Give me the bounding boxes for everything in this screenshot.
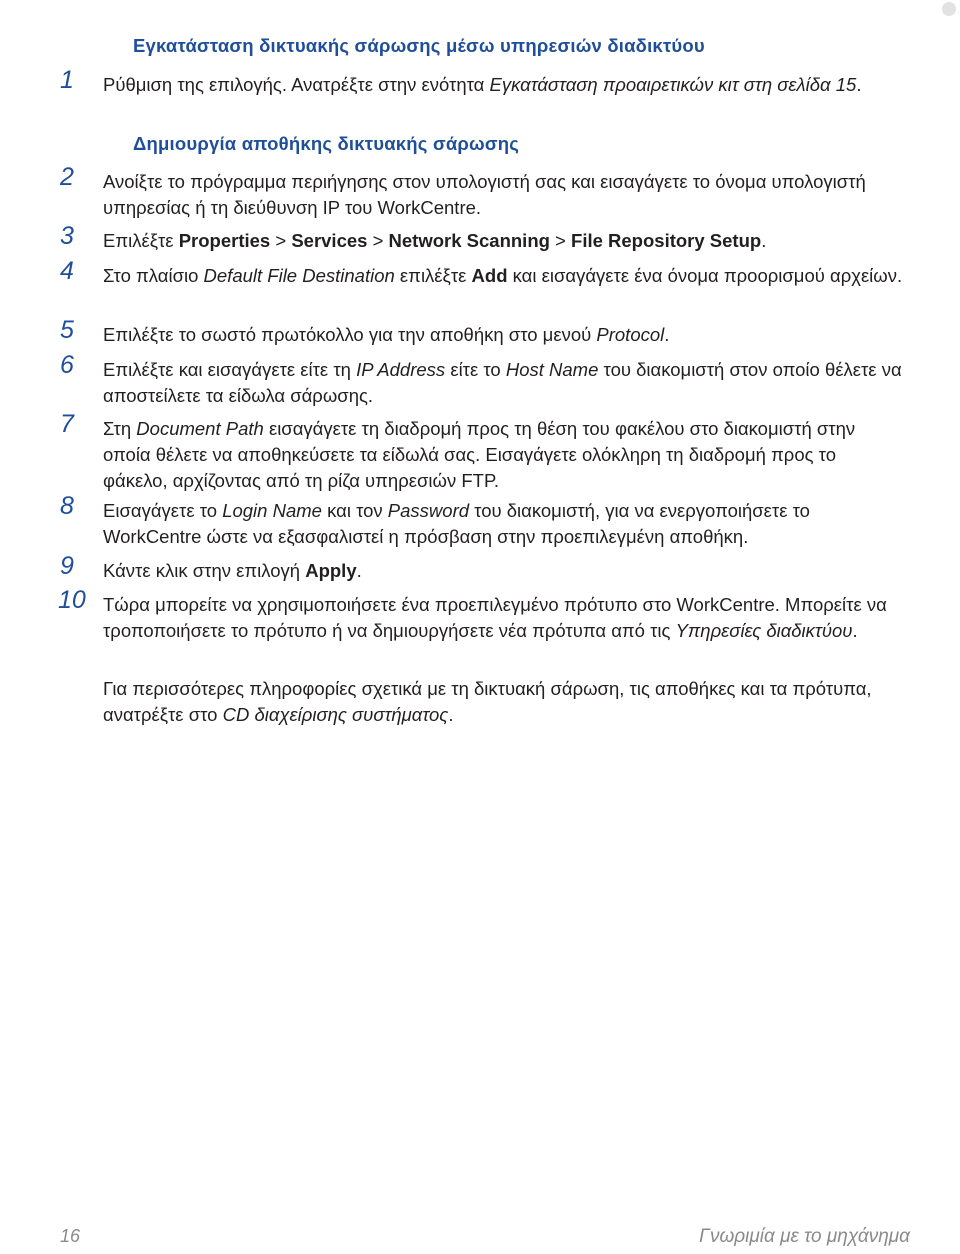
step-text: Επιλέξτε Properties > Services > Network Scanning > File Repository Setup.	[103, 230, 767, 251]
page-number: 16	[60, 1226, 81, 1246]
note-text: Για περισσότερες πληροφορίες σχετικά με τη δικτυακή σάρωση, τις αποθήκες και τα πρότυπα, ανατρέξτε στο CD διαχείρισης συστήματος.	[103, 678, 872, 725]
step-number: 10	[58, 586, 86, 614]
step-text: Τώρα μπορείτε να χρησιμοποιήσετε ένα προεπιλεγμένο πρότυπο στο WorkCentre. Μπορείτε να τροποποιήσετε το πρότυπο ή να δημιουργήσετε νέα πρότυπα από τις Υπηρεσίες διαδικτύου.	[103, 594, 887, 641]
section-heading-network-scan-install: Εγκατάσταση δικτυακής σάρωσης μέσω υπηρεσιών διαδικτύου	[133, 35, 705, 56]
step-number: 8	[60, 492, 74, 520]
step-text: Εισαγάγετε το Login Name και τον Password του διακομιστή, για να ενεργοποιήσετε το WorkCentre ώστε να εξασφαλιστεί η πρόσβαση στην προεπιλεγμένη αποθήκη.	[103, 500, 810, 547]
step-text: Κάντε κλικ στην επιλογή Apply.	[103, 560, 362, 581]
step-text: Επιλέξτε το σωστό πρωτόκολλο για την αποθήκη στο μενού Protocol.	[103, 324, 670, 345]
step-number: 3	[60, 222, 74, 250]
step-text: Ανοίξτε το πρόγραμμα περιήγησης στον υπολογιστή σας και εισαγάγετε το όνομα υπολογιστή υπηρεσίας ή τη διεύθυνση IP του WorkCentre.	[103, 171, 866, 218]
step-text: Στο πλαίσιο Default File Destination επιλέξτε Add και εισαγάγετε ένα όνομα προορισμού αρχείων.	[103, 265, 903, 286]
step-number: 2	[60, 163, 74, 191]
footer-section-title: Γνωριμία με το μηχάνημα	[699, 1226, 910, 1247]
section-heading-create-repository: Δημιουργία αποθήκης δικτυακής σάρωσης	[133, 133, 520, 154]
step-number: 7	[60, 410, 74, 438]
page-corner-dot	[942, 2, 956, 16]
step-number: 4	[60, 257, 74, 285]
step-number: 9	[60, 552, 74, 580]
step-number: 6	[60, 351, 74, 379]
step-number: 5	[60, 316, 74, 344]
step-text: Ρύθμιση της επιλογής. Ανατρέξτε στην ενότητα Εγκατάσταση προαιρετικών κιτ στη σελίδα 15.	[103, 74, 862, 95]
step-number: 1	[60, 66, 74, 94]
step-text: Επιλέξτε και εισαγάγετε είτε τη IP Address είτε το Host Name του διακομιστή στον οποίο θέλετε να αποστείλετε τα είδωλα σάρωσης.	[103, 359, 902, 406]
step-text: Στη Document Path εισαγάγετε τη διαδρομή προς τη θέση του φακέλου στο διακομιστή στην οποία θέλετε να αποθηκεύσετε τα είδωλά σας. Εισαγάγετε ολόκληρη τη διαδρομή προς το φάκελο, αρχίζοντας από τη ρίζα υπηρεσιών FTP.	[103, 418, 856, 491]
